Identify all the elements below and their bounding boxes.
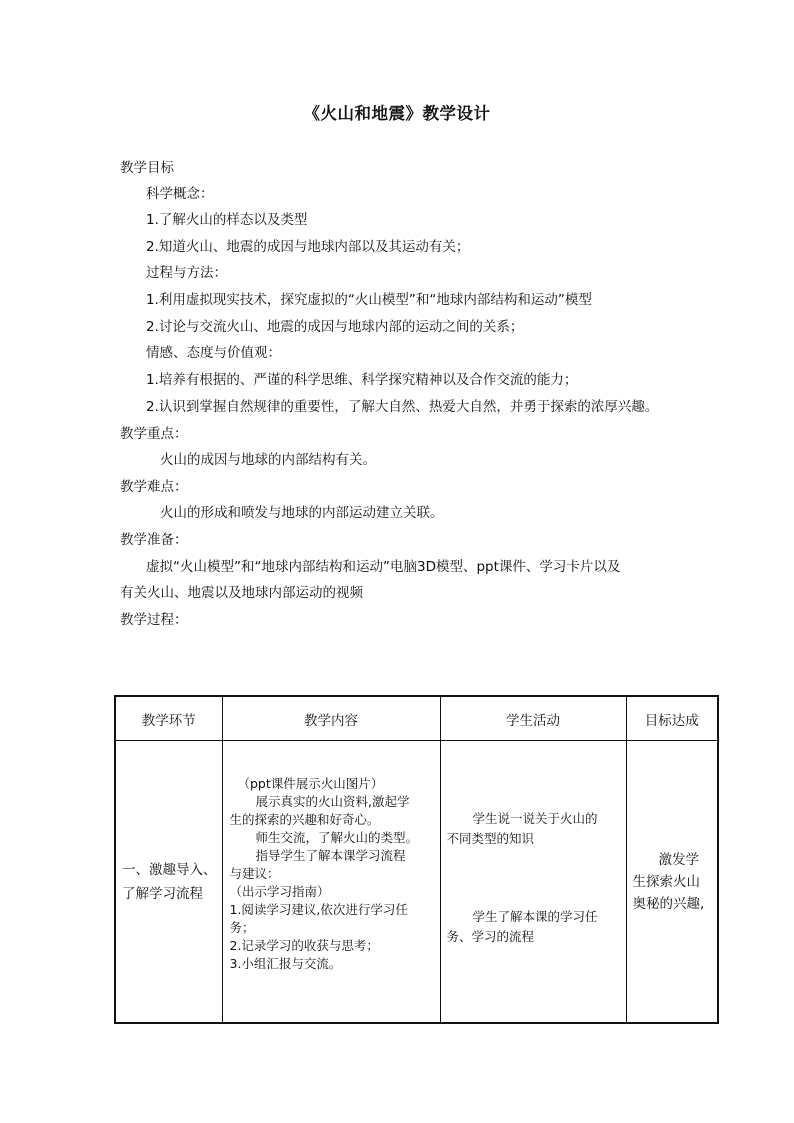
header-content: 教学内容 [222, 696, 440, 741]
lesson-procedure-table [114, 695, 719, 1024]
procedure-heading: 教学过程： [120, 612, 188, 628]
content-line: 展示真实的火山资料,激起学 [255, 794, 410, 809]
preparation-line-2: 有关火山、地震以及地球内部运动的视频 [120, 585, 363, 601]
content-line: 1.阅读学习建议,依次进行学习任 [229, 902, 408, 917]
stage-line-1: 一、激趣导入、 [122, 861, 217, 878]
stage-cell [115, 741, 222, 1024]
header-goal: 目标达成 [626, 696, 718, 741]
process-item-2: 2.讨论与交流火山、地震的成因与地球内部的运动之间的关系； [146, 319, 524, 335]
attitude-item-2: 2.认识到掌握自然规律的重要性，了解大自然、热爱大自然，并勇于探索的浓厚兴趣。 [146, 399, 659, 415]
activity-2-line-2: 务、学习的流程 [446, 929, 535, 944]
attitude-label: 情感、态度与价值观： [146, 345, 281, 361]
activity-1-line-1: 学生说一说关于火山的 [472, 811, 598, 826]
table-row [115, 741, 718, 1024]
content-line: 生的探索的兴趣和好奇心。 [229, 812, 380, 827]
goal-cell [626, 741, 718, 1024]
activity-cell [440, 741, 626, 1024]
process-item-1: 1.利用虚拟现实技术，探究虚拟的“火山模型”和“地球内部结构和运动”模型 [146, 292, 592, 308]
content-line: 务； [229, 920, 255, 935]
objectives-heading: 教学目标 [120, 160, 174, 176]
attitude-item-1: 1.培养有根据的、严谨的科学思维、科学探究精神以及合作交流的能力； [146, 372, 578, 388]
activity-1-line-2: 不同类型的知识 [446, 831, 535, 846]
preparation-line-1: 虚拟“火山模型”和“地球内部结构和运动”电脑3D模型、ppt课件、学习卡片以及 [146, 559, 621, 575]
preparation-heading: 教学准备： [120, 532, 188, 548]
concept-item-2: 2.知道火山、地震的成因与地球内部以及其运动有关； [146, 239, 470, 255]
content-line: 3.小组汇报与交流。 [229, 956, 342, 971]
concept-item-1: 1.了解火山的样态以及类型 [146, 212, 308, 228]
goal-line-3: 奥秘的兴趣, [632, 895, 705, 912]
content-line: 师生交流，了解火山的类型。 [255, 830, 419, 845]
table-header-row [115, 696, 718, 741]
key-point-heading: 教学重点： [120, 426, 188, 442]
goal-line-2: 生探索火山 [632, 873, 700, 890]
activity-2-line-1: 学生了解本课的学习任 [472, 909, 598, 924]
content-line: 2.记录学习的收获与思考； [229, 938, 379, 953]
difficulty-heading: 教学难点： [120, 479, 188, 495]
stage-line-2: 了解学习流程 [122, 885, 203, 902]
process-label: 过程与方法： [146, 265, 227, 281]
content-line: 指导学生了解本课学习流程 [255, 848, 406, 863]
difficulty-text: 火山的形成和喷发与地球的内部运动建立关联。 [160, 505, 444, 521]
content-line: （ppt课件展示火山图片） [237, 776, 384, 791]
concept-label: 科学概念： [146, 186, 214, 202]
key-point-text: 火山的成因与地球的内部结构有关。 [160, 452, 376, 468]
content-line: （出示学习指南） [229, 884, 330, 899]
content-cell [222, 741, 440, 1024]
content-line: 与建议： [229, 866, 280, 881]
document-title: 《火山和地震》教学设计 [303, 104, 491, 123]
goal-line-1: 激发学 [658, 851, 699, 868]
header-stage: 教学环节 [115, 696, 222, 741]
header-activity: 学生活动 [440, 696, 626, 741]
